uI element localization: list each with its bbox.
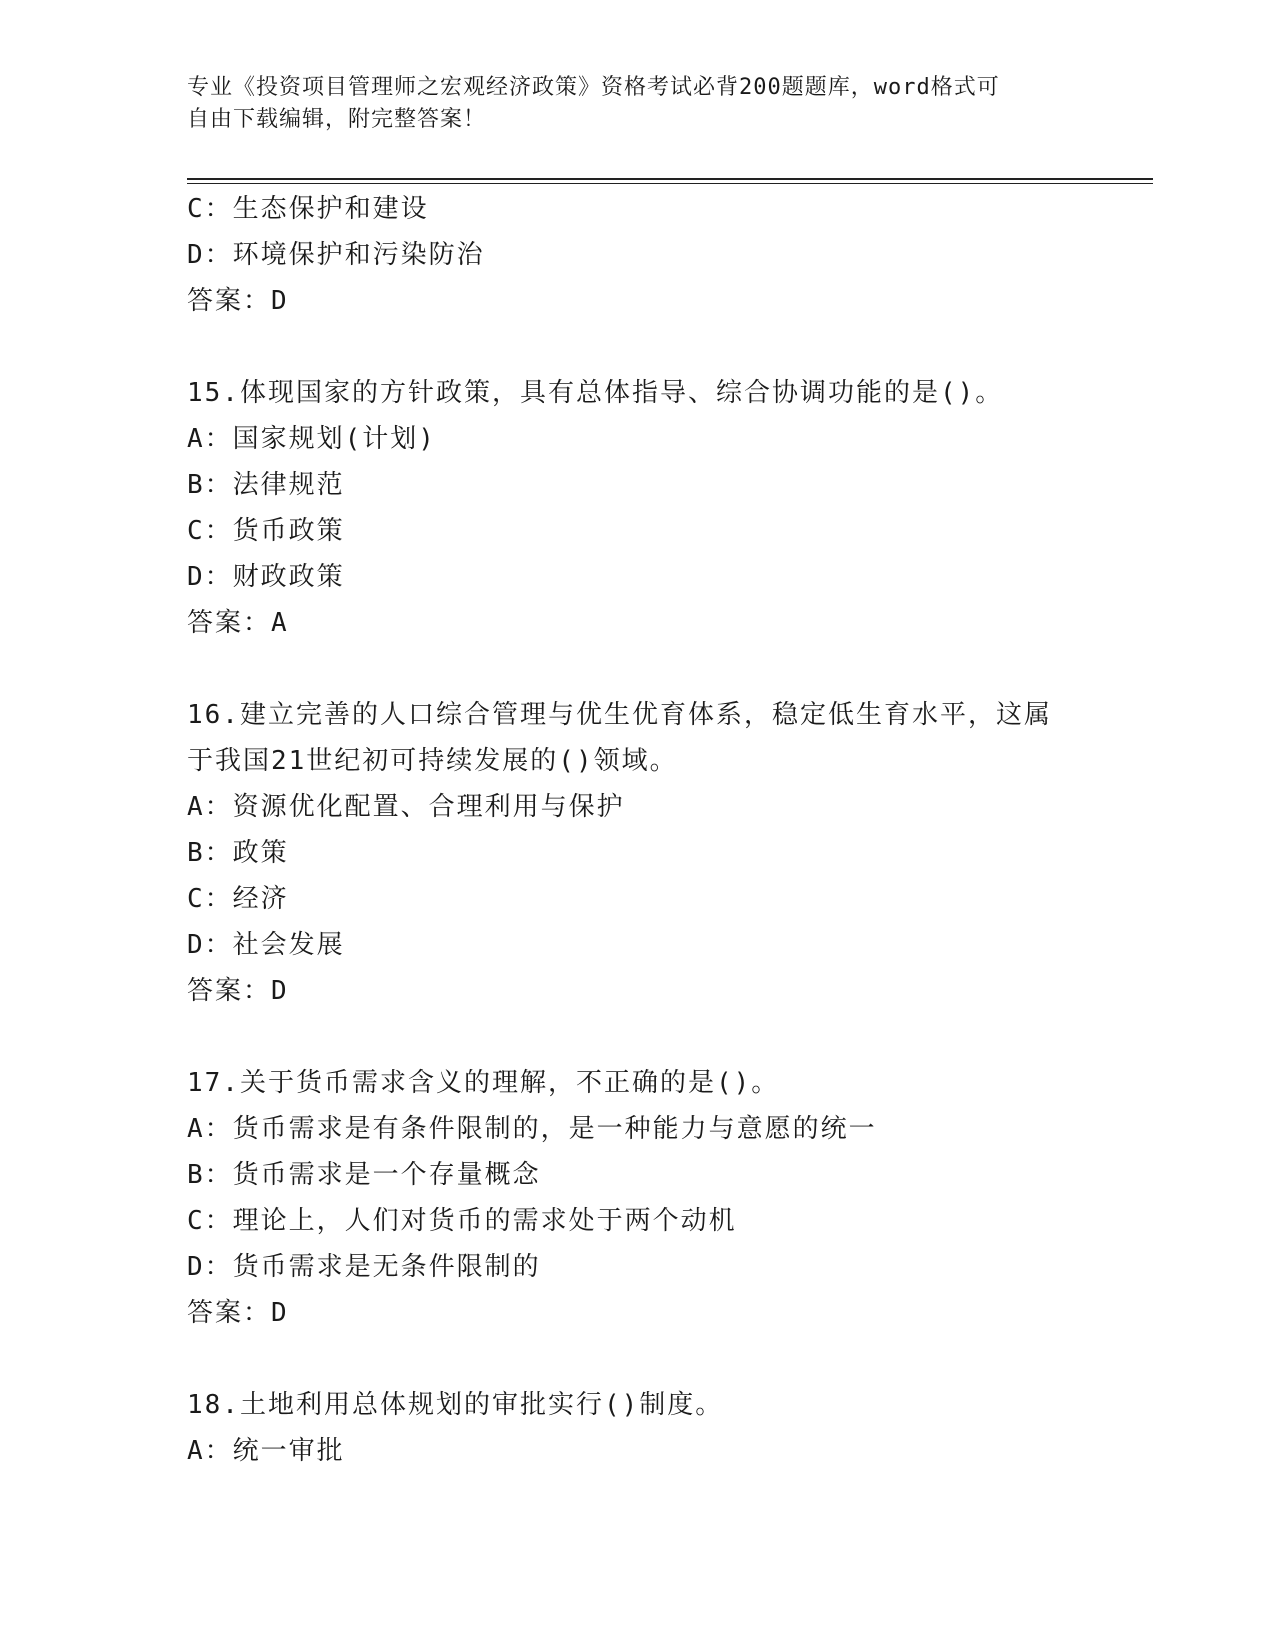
header-line-1: 专业《投资项目管理师之宏观经济政策》资格考试必背200题题库，word格式可 (187, 75, 1000, 100)
option-b: B：法律规范 (187, 470, 345, 500)
option-b: B：货币需求是一个存量概念 (187, 1160, 541, 1190)
continued-question (187, 186, 1087, 324)
option-c: C：生态保护和建设 (187, 194, 429, 224)
option-a: A：货币需求是有条件限制的，是一种能力与意愿的统一 (187, 1114, 877, 1144)
answer: 答案：D (187, 1298, 289, 1328)
option-d: D：财政政策 (187, 562, 345, 592)
question-stem: 16.建立完善的人口综合管理与优生优育体系，稳定低生育水平，这属 (187, 700, 1052, 730)
question-18 (187, 1382, 1087, 1474)
option-c: C：理论上，人们对货币的需求处于两个动机 (187, 1206, 737, 1236)
option-a: A：国家规划(计划) (187, 424, 436, 454)
option-a: A：资源优化配置、合理利用与保护 (187, 792, 625, 822)
header-rule-thin (187, 183, 1153, 184)
option-b: B：政策 (187, 838, 289, 868)
option-c: C：货币政策 (187, 516, 345, 546)
question-list (187, 186, 1087, 1474)
spacer (187, 1014, 1087, 1060)
option-d: D：环境保护和污染防治 (187, 240, 485, 270)
spacer (187, 646, 1087, 692)
question-stem: 15.体现国家的方针政策，具有总体指导、综合协调功能的是()。 (187, 378, 1004, 408)
option-d: D：货币需求是无条件限制的 (187, 1252, 541, 1282)
question-16 (187, 692, 1087, 1014)
answer: 答案：D (187, 976, 289, 1006)
spacer (187, 1336, 1087, 1382)
question-stem-continued: 于我国21世纪初可持续发展的()领域。 (187, 746, 678, 776)
question-stem: 17.关于货币需求含义的理解，不正确的是()。 (187, 1068, 780, 1098)
header-rule-thick (187, 178, 1153, 180)
question-15 (187, 370, 1087, 646)
header-line-2: 自由下载编辑，附完整答案！ (187, 107, 487, 132)
answer: 答案：D (187, 286, 289, 316)
option-c: C：经济 (187, 884, 289, 914)
document-header (187, 72, 1087, 136)
option-d: D：社会发展 (187, 930, 345, 960)
question-stem: 18.土地利用总体规划的审批实行()制度。 (187, 1390, 724, 1420)
question-17 (187, 1060, 1087, 1336)
answer: 答案：A (187, 608, 289, 638)
option-a: A：统一审批 (187, 1436, 345, 1466)
spacer (187, 324, 1087, 370)
